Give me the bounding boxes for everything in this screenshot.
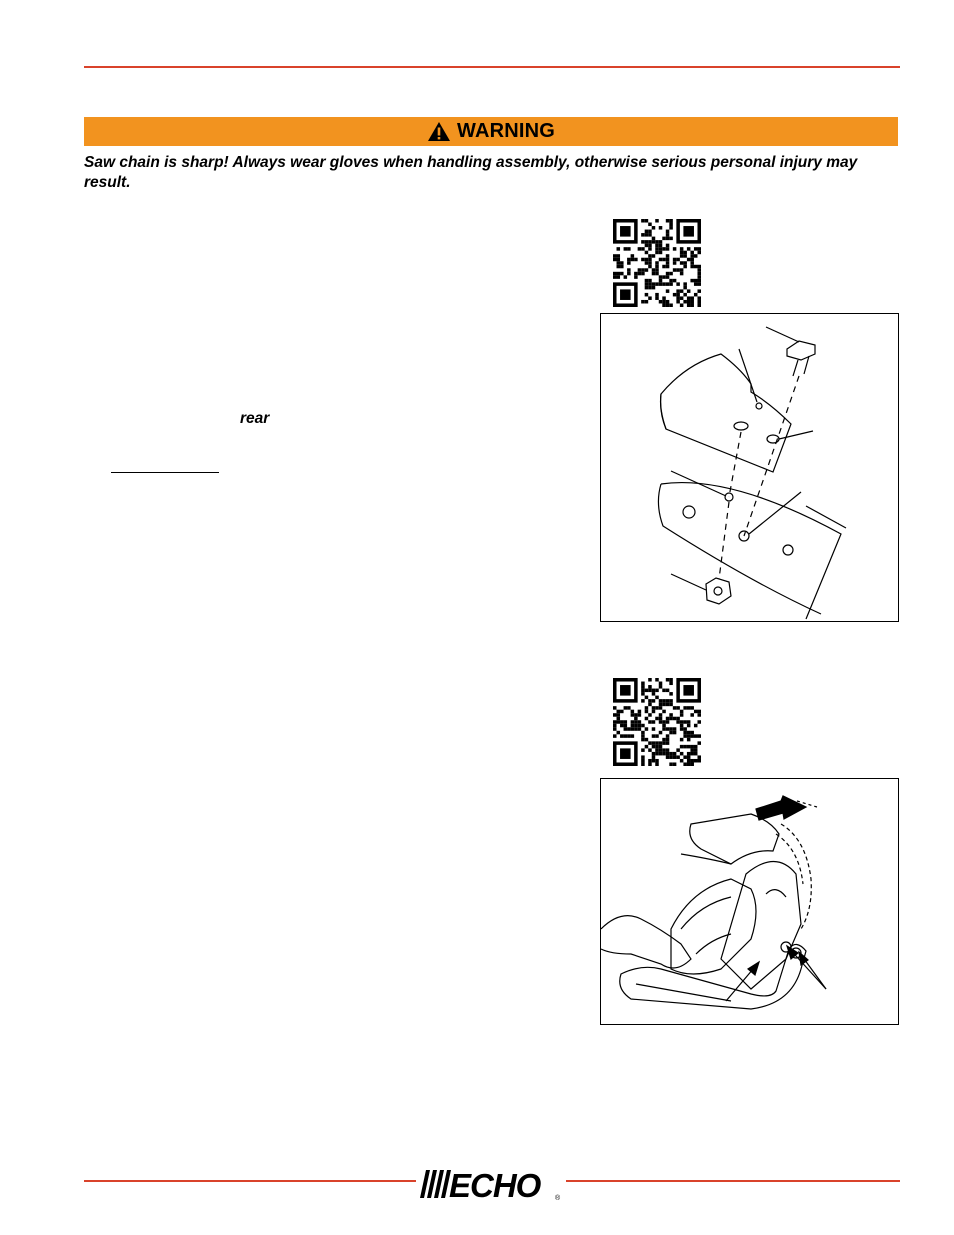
top-rule xyxy=(84,66,900,68)
figure-installing-guard xyxy=(600,778,899,1025)
underline-rule xyxy=(111,472,219,473)
bar-plate-illustration xyxy=(601,314,898,621)
warning-banner xyxy=(84,117,898,146)
qr-code-icon xyxy=(613,219,701,307)
registered-mark: ® xyxy=(555,1195,561,1202)
rear-label: rear xyxy=(240,410,270,427)
echo-logo-text: ECHO xyxy=(449,1167,541,1202)
footer-rule-left xyxy=(84,1180,416,1182)
footer-rule-right xyxy=(566,1180,900,1182)
echo-logo xyxy=(418,1166,564,1202)
chainsaw-illustration xyxy=(601,779,898,1024)
warning-text: Saw chain is sharp! Always wear gloves when handling assembly, otherwise serious personal injury may result. xyxy=(84,154,858,191)
warning-triangle-icon xyxy=(427,121,451,142)
warning-title: WARNING xyxy=(456,120,556,142)
qr-code-icon xyxy=(613,678,701,766)
figure-bar-plate-assembly xyxy=(600,313,899,622)
echo-logo-mark xyxy=(418,1166,564,1202)
